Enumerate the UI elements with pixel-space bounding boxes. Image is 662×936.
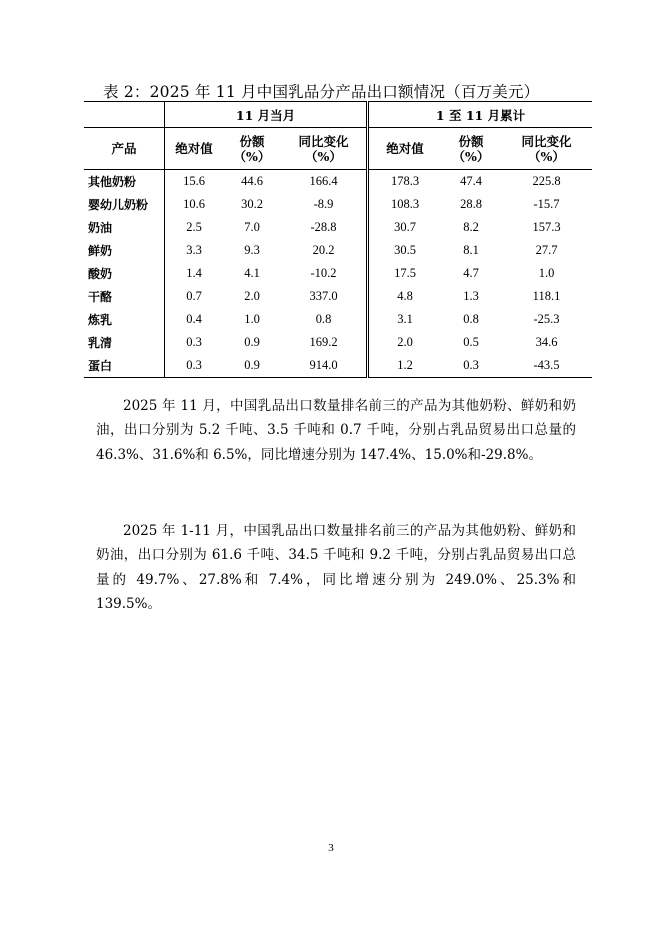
cell-c-abs: 3.1 (397, 312, 413, 326)
cell-m-share: 0.9 (244, 335, 260, 349)
table-row (84, 354, 592, 378)
header-cum-yoy: 同比变化 （%） (501, 128, 592, 170)
cell-m-abs: 0.7 (186, 289, 202, 303)
cell-c-yoy: 27.7 (535, 243, 558, 257)
cell-product: 酸奶 (84, 262, 165, 285)
cell-m-share: 2.0 (244, 289, 260, 303)
paragraph-monthly: 2025 年 11 月，中国乳品出口数量排名前三的产品为其他奶粉、鲜奶和奶油，出口分别为 5.2 千吨、3.5 千吨和 0.7 千吨，分别占乳品贸易出口总量的 46.3%、31.6%和 6.5%，同比增速分别为 147.4%、15.0%和-29.8%。 (96, 397, 576, 463)
header-monthly-abs: 绝对值 (165, 128, 224, 170)
table-row (84, 308, 592, 331)
cell-c-abs: 30.5 (394, 243, 416, 257)
cell-m-abs: 1.4 (186, 266, 202, 280)
cell-c-share: 8.2 (463, 220, 479, 234)
cell-c-share: 0.3 (441, 354, 501, 378)
paragraph-cumulative: 2025 年 1-11 月，中国乳品出口数量排名前三的产品为其他奶粉、鲜奶和奶油，出口分别为 61.6 千吨、34.5 千吨和 9.2 千吨，分别占乳品贸易出口总量的 49.7%、27.8%和 7.4%，同比增速分别为 249.0%、25.3%和 139.5%。 (96, 522, 576, 612)
cell-m-yoy: -8.9 (281, 193, 368, 216)
header-monthly: 11 月当月 (165, 102, 368, 128)
cell-c-share: 0.8 (463, 312, 479, 326)
cell-m-share: 30.2 (241, 197, 263, 211)
cell-c-abs: 17.5 (394, 266, 416, 280)
cell-product: 干酪 (84, 285, 165, 308)
cell-m-yoy: 0.8 (281, 308, 368, 331)
cell-m-abs: 0.4 (186, 312, 202, 326)
cell-product: 鲜奶 (84, 239, 165, 262)
cell-c-share: 47.4 (460, 174, 482, 188)
cell-m-yoy: 169.2 (281, 331, 368, 354)
cell-c-abs: 30.7 (394, 220, 416, 234)
cell-product: 婴幼儿奶粉 (84, 193, 165, 216)
cell-product: 奶油 (84, 216, 165, 239)
cell-c-abs: 108.3 (390, 197, 420, 211)
cell-m-share: 1.0 (244, 312, 260, 326)
cell-c-yoy: 225.8 (532, 174, 561, 188)
cell-m-share: 9.3 (244, 243, 260, 257)
cell-m-abs: 0.3 (165, 354, 224, 378)
header-monthly-yoy: 同比变化 （%） (281, 128, 368, 170)
cell-c-yoy: 118.1 (532, 289, 561, 303)
cell-product: 炼乳 (84, 308, 165, 331)
cell-m-share: 7.0 (244, 220, 260, 234)
cell-c-yoy: -15.7 (533, 197, 560, 211)
cell-c-abs: 2.0 (397, 335, 413, 349)
table-row (84, 216, 592, 239)
cell-c-abs: 4.8 (397, 289, 413, 303)
table-sub-header-row (84, 128, 592, 170)
header-cum-abs: 绝对值 (368, 128, 442, 170)
export-table (84, 101, 592, 378)
cell-c-yoy: 1.0 (538, 266, 555, 280)
cell-product: 乳清 (84, 331, 165, 354)
cell-m-abs: 3.3 (186, 243, 202, 257)
cell-m-abs: 15.6 (183, 174, 205, 188)
table-row (84, 262, 592, 285)
empty-header-cell (84, 102, 165, 128)
table-row (84, 285, 592, 308)
cell-m-share: 4.1 (244, 266, 260, 280)
cell-m-yoy: 20.2 (281, 239, 368, 262)
cell-m-yoy: 166.4 (281, 170, 368, 194)
cell-c-share: 0.5 (463, 335, 479, 349)
cell-product: 其他奶粉 (84, 170, 165, 194)
cell-m-share: 0.9 (223, 354, 281, 378)
cell-c-abs: 1.2 (368, 354, 442, 378)
cell-c-yoy: 157.3 (532, 220, 561, 234)
header-product: 产品 (84, 128, 165, 170)
cell-m-abs: 10.6 (183, 197, 205, 211)
header-cumulative: 1 至 11 月累计 (368, 102, 593, 128)
header-cum-share: 份额 （%） (441, 128, 501, 170)
header-monthly-share: 份额 （%） (223, 128, 281, 170)
table-row (84, 193, 592, 216)
cell-m-yoy: 914.0 (281, 354, 368, 378)
cell-c-yoy: -43.5 (501, 354, 592, 378)
table-row (84, 331, 592, 354)
cell-c-yoy: 34.6 (535, 335, 558, 349)
cell-m-yoy: 337.0 (281, 285, 368, 308)
table-group-header-row (84, 102, 592, 128)
cell-c-yoy: -25.3 (533, 312, 560, 326)
cell-product: 蛋白 (84, 354, 165, 378)
table-caption: 表 2：2025 年 11 月中国乳品分产品出口额情况（百万美元） (103, 83, 540, 101)
table-row (84, 239, 592, 262)
page-number: 3 (328, 842, 334, 854)
cell-c-share: 8.1 (463, 243, 479, 257)
cell-m-yoy: -10.2 (281, 262, 368, 285)
cell-m-abs: 0.3 (186, 335, 202, 349)
table-row (84, 170, 592, 194)
cell-m-abs: 2.5 (186, 220, 202, 234)
cell-m-yoy: -28.8 (281, 216, 368, 239)
cell-m-share: 44.6 (241, 174, 263, 188)
cell-c-share: 28.8 (460, 197, 482, 211)
cell-c-share: 1.3 (463, 289, 479, 303)
cell-c-abs: 178.3 (390, 174, 420, 188)
cell-c-share: 4.7 (463, 266, 479, 280)
